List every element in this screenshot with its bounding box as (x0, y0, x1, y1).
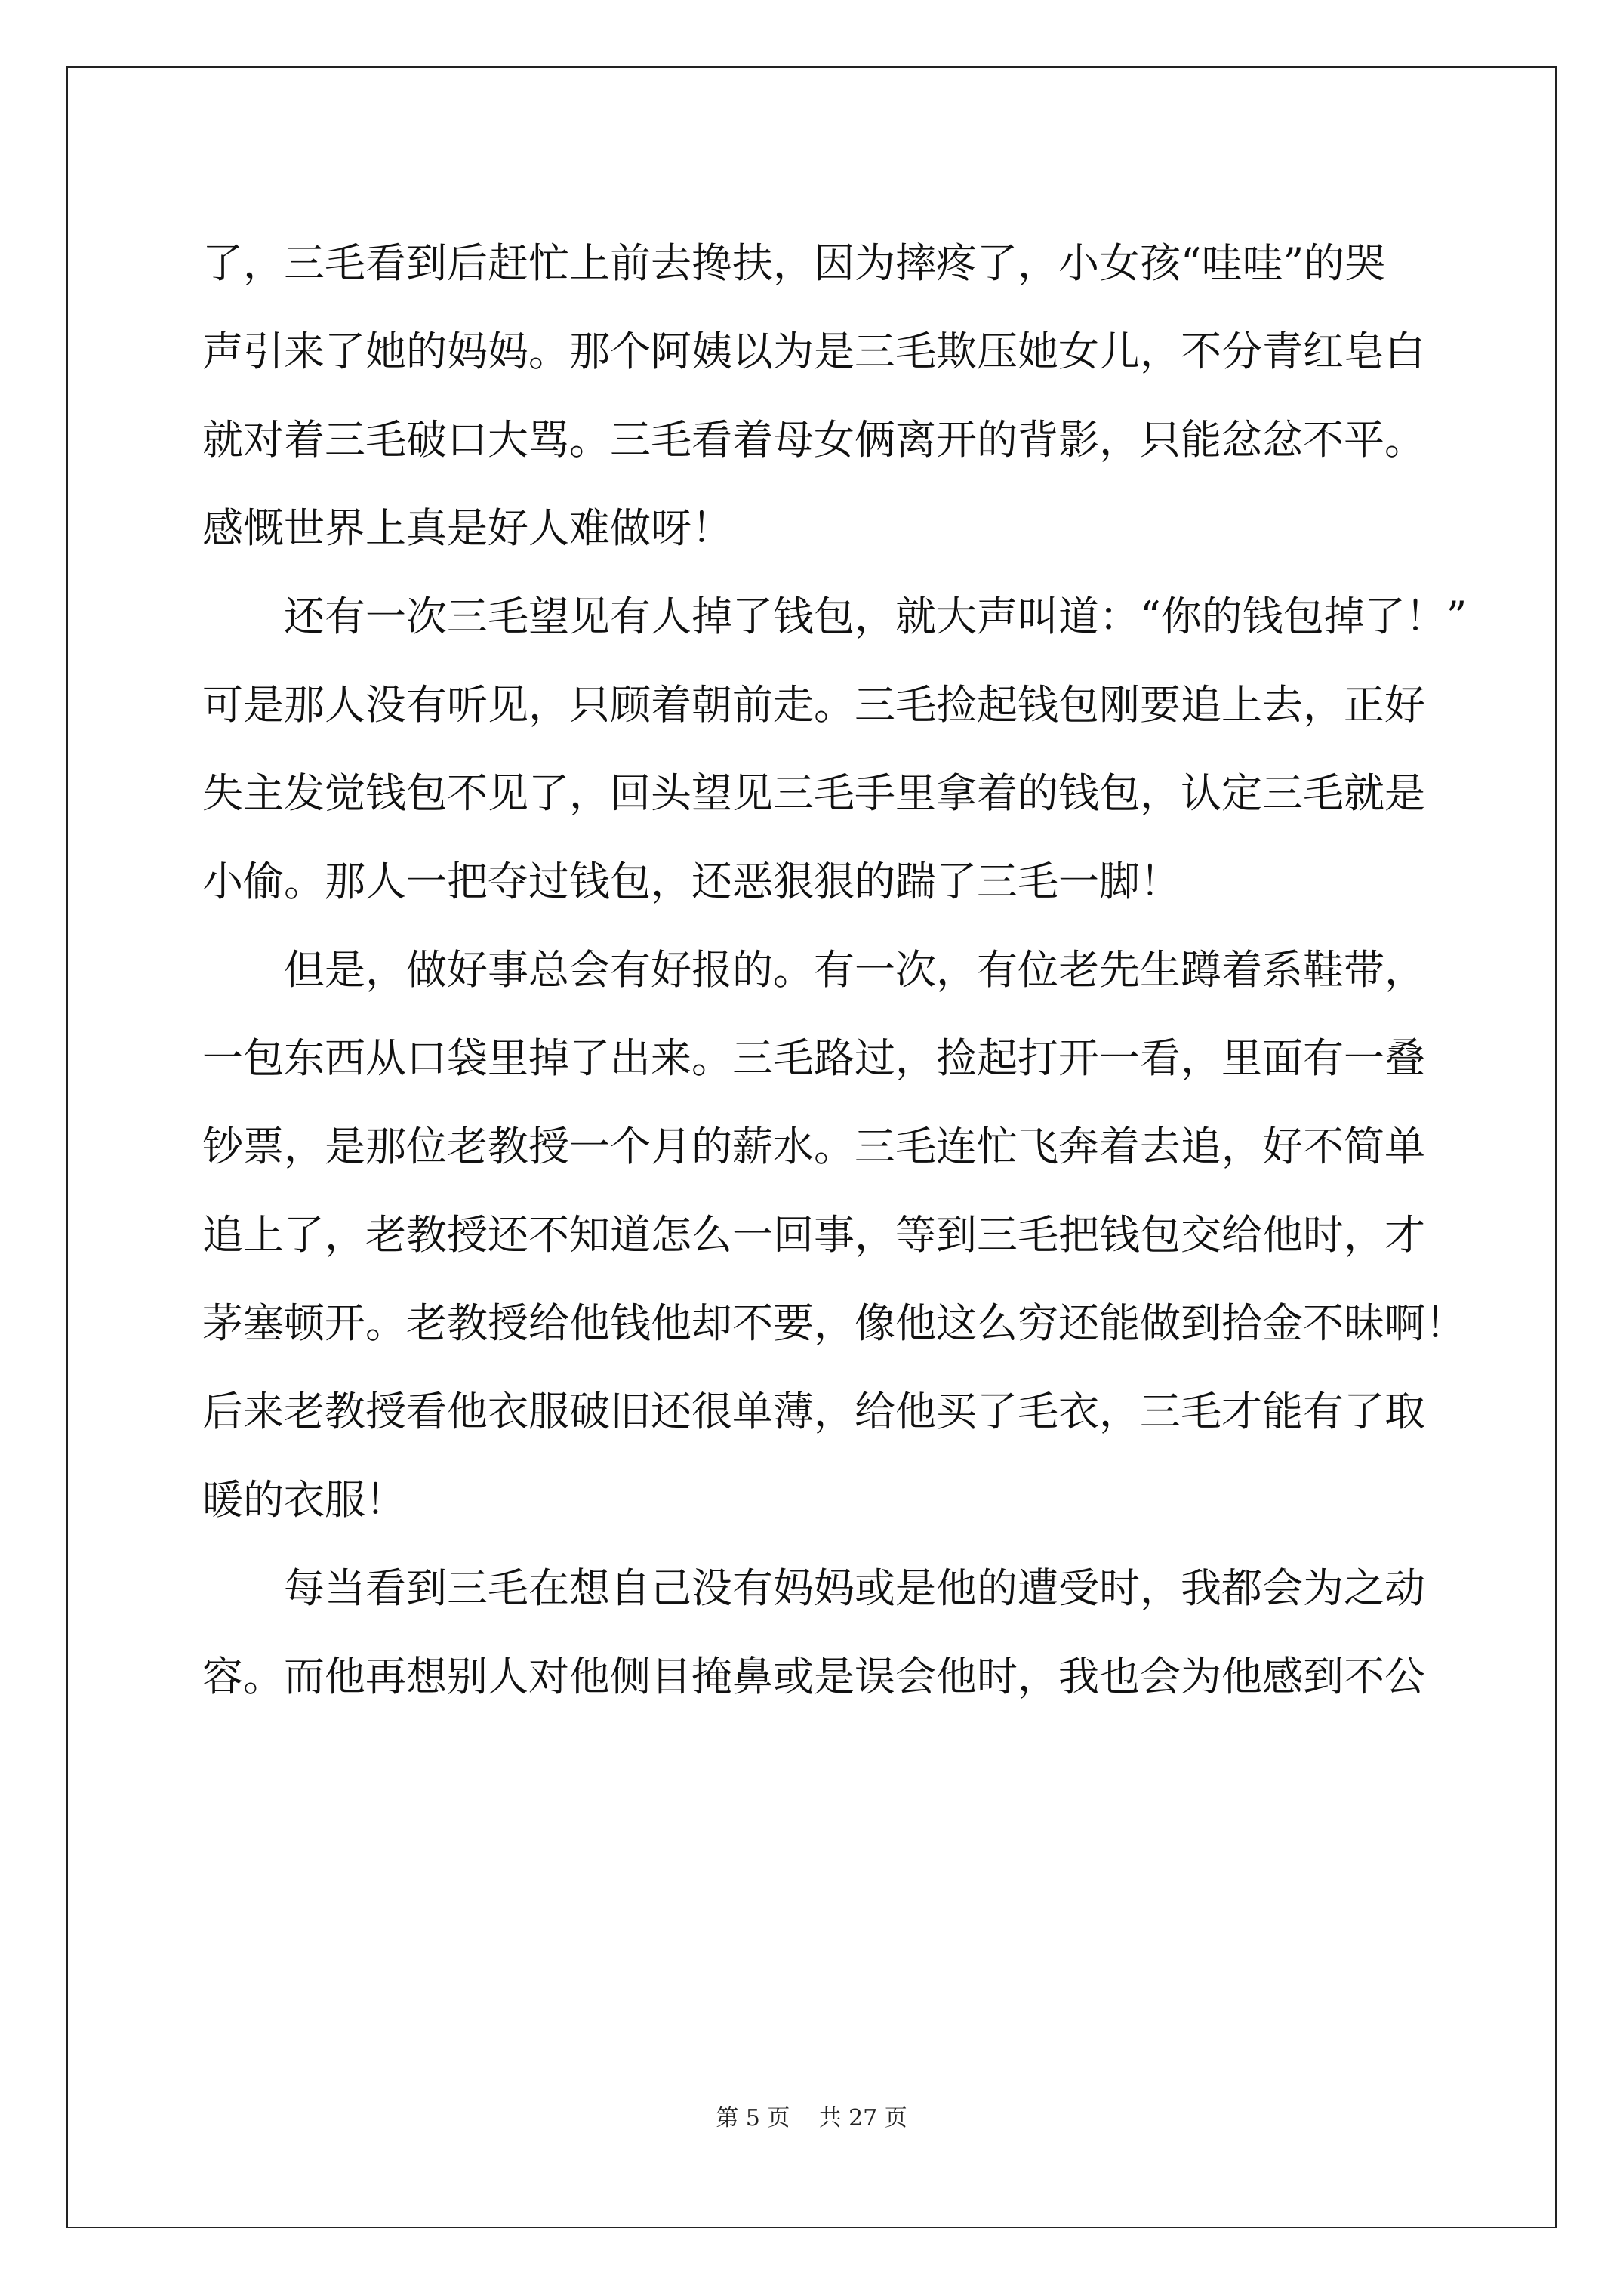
page-number: 第 5 页 (716, 2105, 790, 2131)
document-body (202, 219, 1467, 1721)
text-line: 可是那人没有听见，只顾着朝前走。三毛捡起钱包刚要追上去，正好 (202, 681, 1425, 729)
text-line: 一包东西从口袋里掉了出来。三毛路过，捡起打开一看，里面有一叠 (202, 1034, 1425, 1082)
text-line: 暖的衣服！ (202, 1476, 406, 1524)
paragraph-first-line: 还有一次三毛望见有人掉了钱包，就大声叫道：“你的钱包掉了！” (284, 593, 1467, 640)
text-line: 声引来了她的妈妈。那个阿姨以为是三毛欺压她女儿，不分青红皂白 (202, 328, 1425, 375)
page-footer (0, 2103, 1623, 2134)
paragraph-first-line: 但是，做好事总会有好报的。有一次，有位老先生蹲着系鞋带， (284, 946, 1425, 994)
text-line: 后来老教授看他衣服破旧还很单薄，给他买了毛衣，三毛才能有了取 (202, 1388, 1425, 1435)
text-line: 了，三毛看到后赶忙上前去搀扶，因为摔疼了，小女孩“哇哇”的哭 (202, 239, 1386, 287)
text-line: 就对着三毛破口大骂。三毛看着母女俩离开的背影，只能忿忿不平。 (202, 416, 1425, 464)
page-total: 共 27 页 (818, 2105, 907, 2131)
text-line: 容。而他再想别人对他侧目掩鼻或是误会他时，我也会为他感到不公 (202, 1653, 1425, 1700)
text-line: 茅塞顿开。老教授给他钱他却不要，像他这么穷还能做到拾金不昧啊！ (202, 1299, 1466, 1347)
paragraph-first-line: 每当看到三毛在想自己没有妈妈或是他的遭受时，我都会为之动 (284, 1564, 1425, 1612)
text-line: 追上了，老教授还不知道怎么一回事，等到三毛把钱包交给他时，才 (202, 1211, 1425, 1259)
text-line: 感慨世界上真是好人难做呀！ (202, 504, 732, 552)
text-line: 钞票，是那位老教授一个月的薪水。三毛连忙飞奔着去追，好不简单 (202, 1123, 1425, 1170)
text-line: 失主发觉钱包不见了，回头望见三毛手里拿着的钱包，认定三毛就是 (202, 769, 1425, 817)
text-line: 小偷。那人一把夺过钱包，还恶狠狠的踹了三毛一脚！ (202, 858, 1181, 905)
